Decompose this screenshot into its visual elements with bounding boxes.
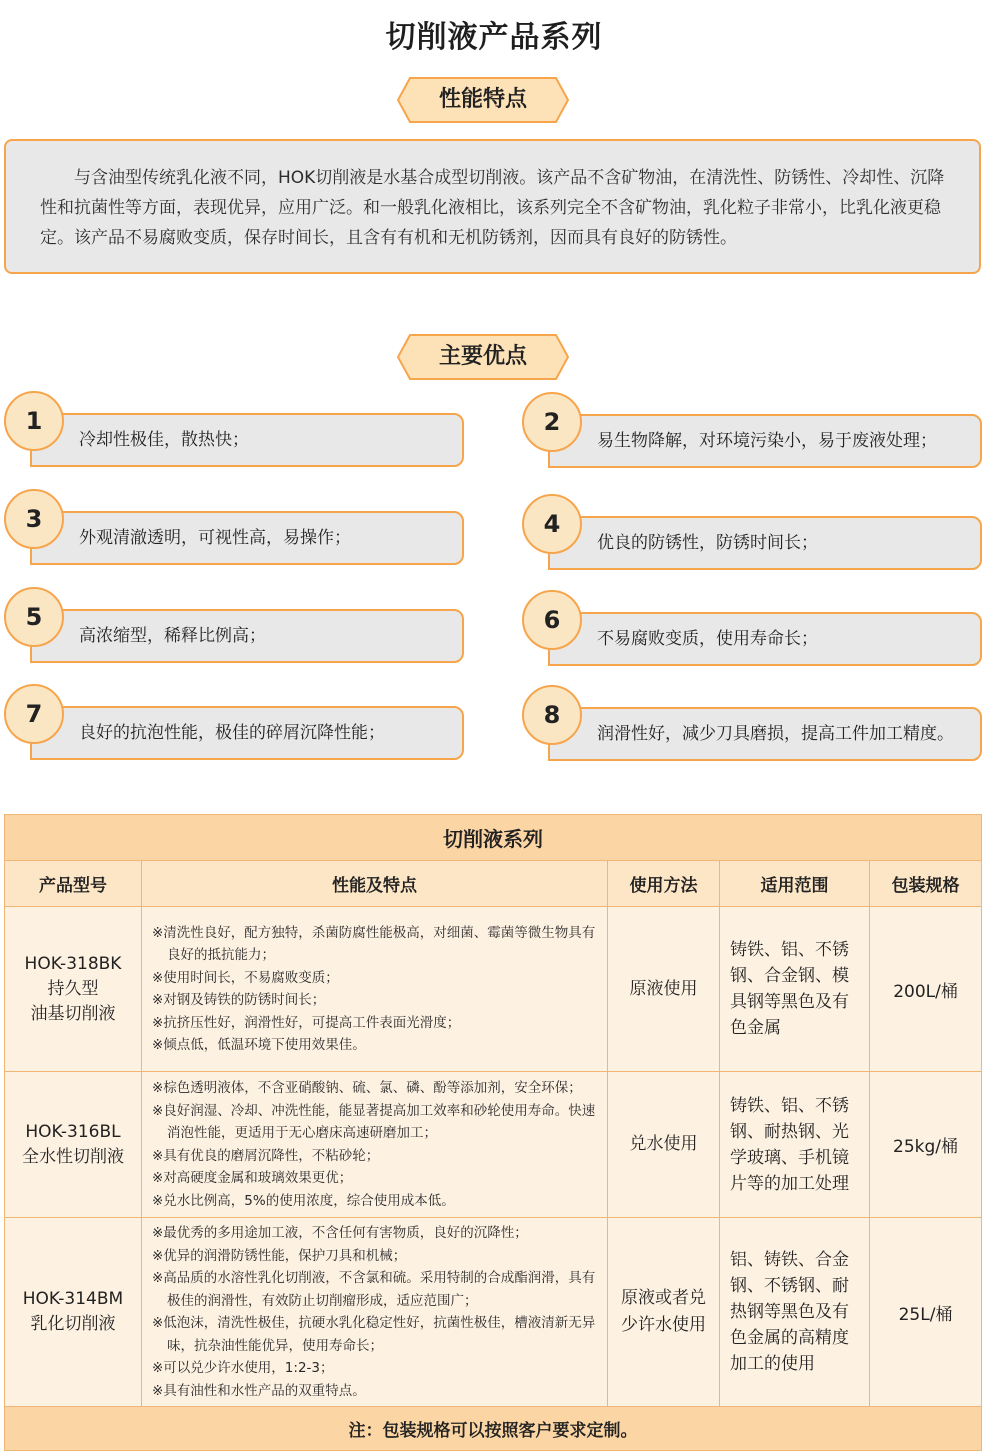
package-cell: 25L/桶 [870,1218,982,1407]
product-model-cell [5,1218,142,1407]
usage-cell: 原液或者兑少许水使用 [608,1218,720,1407]
feature-item: ※清洗性良好，配方独特，杀菌防腐性能极高，对细菌、霉菌等微生物具有良好的抵抗能力； [152,924,596,963]
product-model-code: HOK-314BM [22,1289,124,1309]
table-row [5,907,982,1072]
product-features-cell [142,1072,608,1218]
advantage-number-badge: 1 [4,391,64,451]
column-header-usage: 使用方法 [608,861,720,907]
page-title: 切削液产品系列 [385,20,603,55]
advantage-text: 润滑性好，减少刀具磨损，提高工件加工精度。 [597,724,954,744]
feature-item: ※兑水比例高，5%的使用浓度，综合使用成本低。 [152,1192,455,1209]
advantage-text: 不易腐败变质，使用寿命长； [597,629,818,649]
product-series-table [4,814,982,1451]
performance-intro-text: 与含油型传统乳化液不同，HOK切削液是水基合成型切削液。该产品不含矿物油，在清洗性、防锈性、冷却性、沉降性和抗菌性等方面，表现优异，应用广泛。和一般乳化液相比，该系列完全不含矿物油，乳化粒子非常小，比乳化液更稳定。该产品不易腐败变质，保存时间长，且含有有机和无机防锈剂，因而具有良好的防锈性。 [40,168,945,248]
advantages-section-tag [396,333,570,381]
advantage-item [4,684,464,744]
advantage-item [522,590,982,650]
package-cell: 200L/桶 [870,907,982,1072]
feature-item: ※具有优良的磨屑沉降性，不粘砂轮； [152,1147,380,1164]
product-model-code: HOK-318BK [24,953,122,974]
product-model-name: 乳化切削液 [30,1314,116,1334]
feature-item: ※使用时间长，不易腐败变质； [152,969,339,986]
feature-item: ※棕色透明液体，不含亚硝酸钠、硫、氯、磷、酚等添加剂，安全环保； [152,1080,582,1096]
advantage-text: 高浓缩型，稀释比例高； [79,626,266,646]
advantage-text: 外观清澈透明，可视性高，易操作； [79,528,351,548]
performance-section-tag [396,76,570,124]
feature-item: ※抗挤压性好，润滑性好，可提高工件表面光滑度； [152,1014,461,1031]
feature-item: ※最优秀的多用途加工液，不含任何有害物质，良好的沉降性； [152,1225,528,1241]
advantage-number-badge: 7 [4,684,64,744]
column-header-package: 包装规格 [870,861,982,907]
advantage-number-badge: 5 [4,587,64,647]
table-note: 注：包装规格可以按照客户要求定制。 [5,1407,982,1451]
table-row [5,1072,982,1218]
product-features-cell [142,1218,608,1407]
feature-item: ※可以兑少许水使用，1:2-3； [152,1360,334,1376]
advantages-tag-label: 主要优点 [438,344,527,369]
column-header-features: 性能及特点 [142,861,608,907]
advantage-number-badge: 8 [522,685,582,745]
table-caption: 切削液系列 [5,815,982,861]
advantage-item [522,685,982,745]
feature-item: ※优异的润滑防锈性能，保护刀具和机械； [152,1247,407,1264]
performance-intro-box [4,139,981,274]
advantage-item [522,392,982,452]
feature-item: ※良好润湿、冷却、冲洗性能，能显著提高加工效率和砂轮使用寿命。快速消泡性能，更适用于无心磨床高速研磨加工； [152,1102,596,1141]
advantage-item [4,391,464,451]
feature-item: ※低泡沫，清洗性极佳，抗硬水乳化稳定性好，抗菌性极佳，槽液清新无异味，抗杂油性能优异，使用寿命长； [152,1315,596,1354]
usage-cell: 原液使用 [608,907,720,1072]
advantage-text: 良好的抗泡性能，极佳的碎屑沉降性能； [79,723,385,743]
feature-item: ※具有油性和水性产品的双重特点。 [152,1382,366,1399]
product-model-cell [5,1072,142,1218]
advantage-text: 冷却性极佳，散热快； [79,430,249,450]
advantage-text: 优良的防锈性，防锈时间长； [597,533,818,553]
product-model-code: HOK-316BL [25,1121,121,1142]
product-model-name: 油基切削液 [30,1003,116,1024]
product-model-name: 持久型 [47,978,99,999]
column-header-scope: 适用范围 [720,861,870,907]
advantage-item [4,587,464,647]
product-features-cell [142,907,608,1072]
advantage-number-badge: 2 [522,392,582,452]
usage-cell: 兑水使用 [608,1072,720,1218]
package-cell: 25kg/桶 [870,1072,982,1218]
product-model-cell [5,907,142,1072]
advantage-number-badge: 3 [4,489,64,549]
feature-item: ※对钢及铸铁的防锈时间长； [152,992,326,1008]
scope-cell: 铸铁、铝、不锈钢、耐热钢、光学玻璃、手机镜片等的加工处理 [720,1072,870,1218]
advantage-item [522,494,982,554]
advantage-number-badge: 6 [522,590,582,650]
table-row [5,1218,982,1407]
feature-item: ※对高硬度金属和玻璃效果更优； [152,1170,353,1186]
feature-item: ※高品质的水溶性乳化切削液，不含氯和硫。采用特制的合成酯润滑，具有极佳的润滑性，有效防止切削瘤形成，适应范围广； [152,1270,596,1309]
advantage-item [4,489,464,549]
advantage-number-badge: 4 [522,494,582,554]
feature-item: ※倾点低，低温环境下使用效果佳。 [152,1037,366,1053]
scope-cell: 铸铁、铝、不锈钢、合金钢、模具钢等黑色及有色金属 [720,907,870,1072]
performance-tag-label: 性能特点 [438,87,527,112]
product-model-name: 全水性切削液 [22,1146,124,1167]
scope-cell: 铝、铸铁、合金钢、不锈钢、耐热钢等黑色及有色金属的高精度加工的使用 [720,1218,870,1407]
advantage-text: 易生物降解，对环境污染小，易于废液处理； [597,431,937,451]
column-header-model: 产品型号 [5,861,142,907]
